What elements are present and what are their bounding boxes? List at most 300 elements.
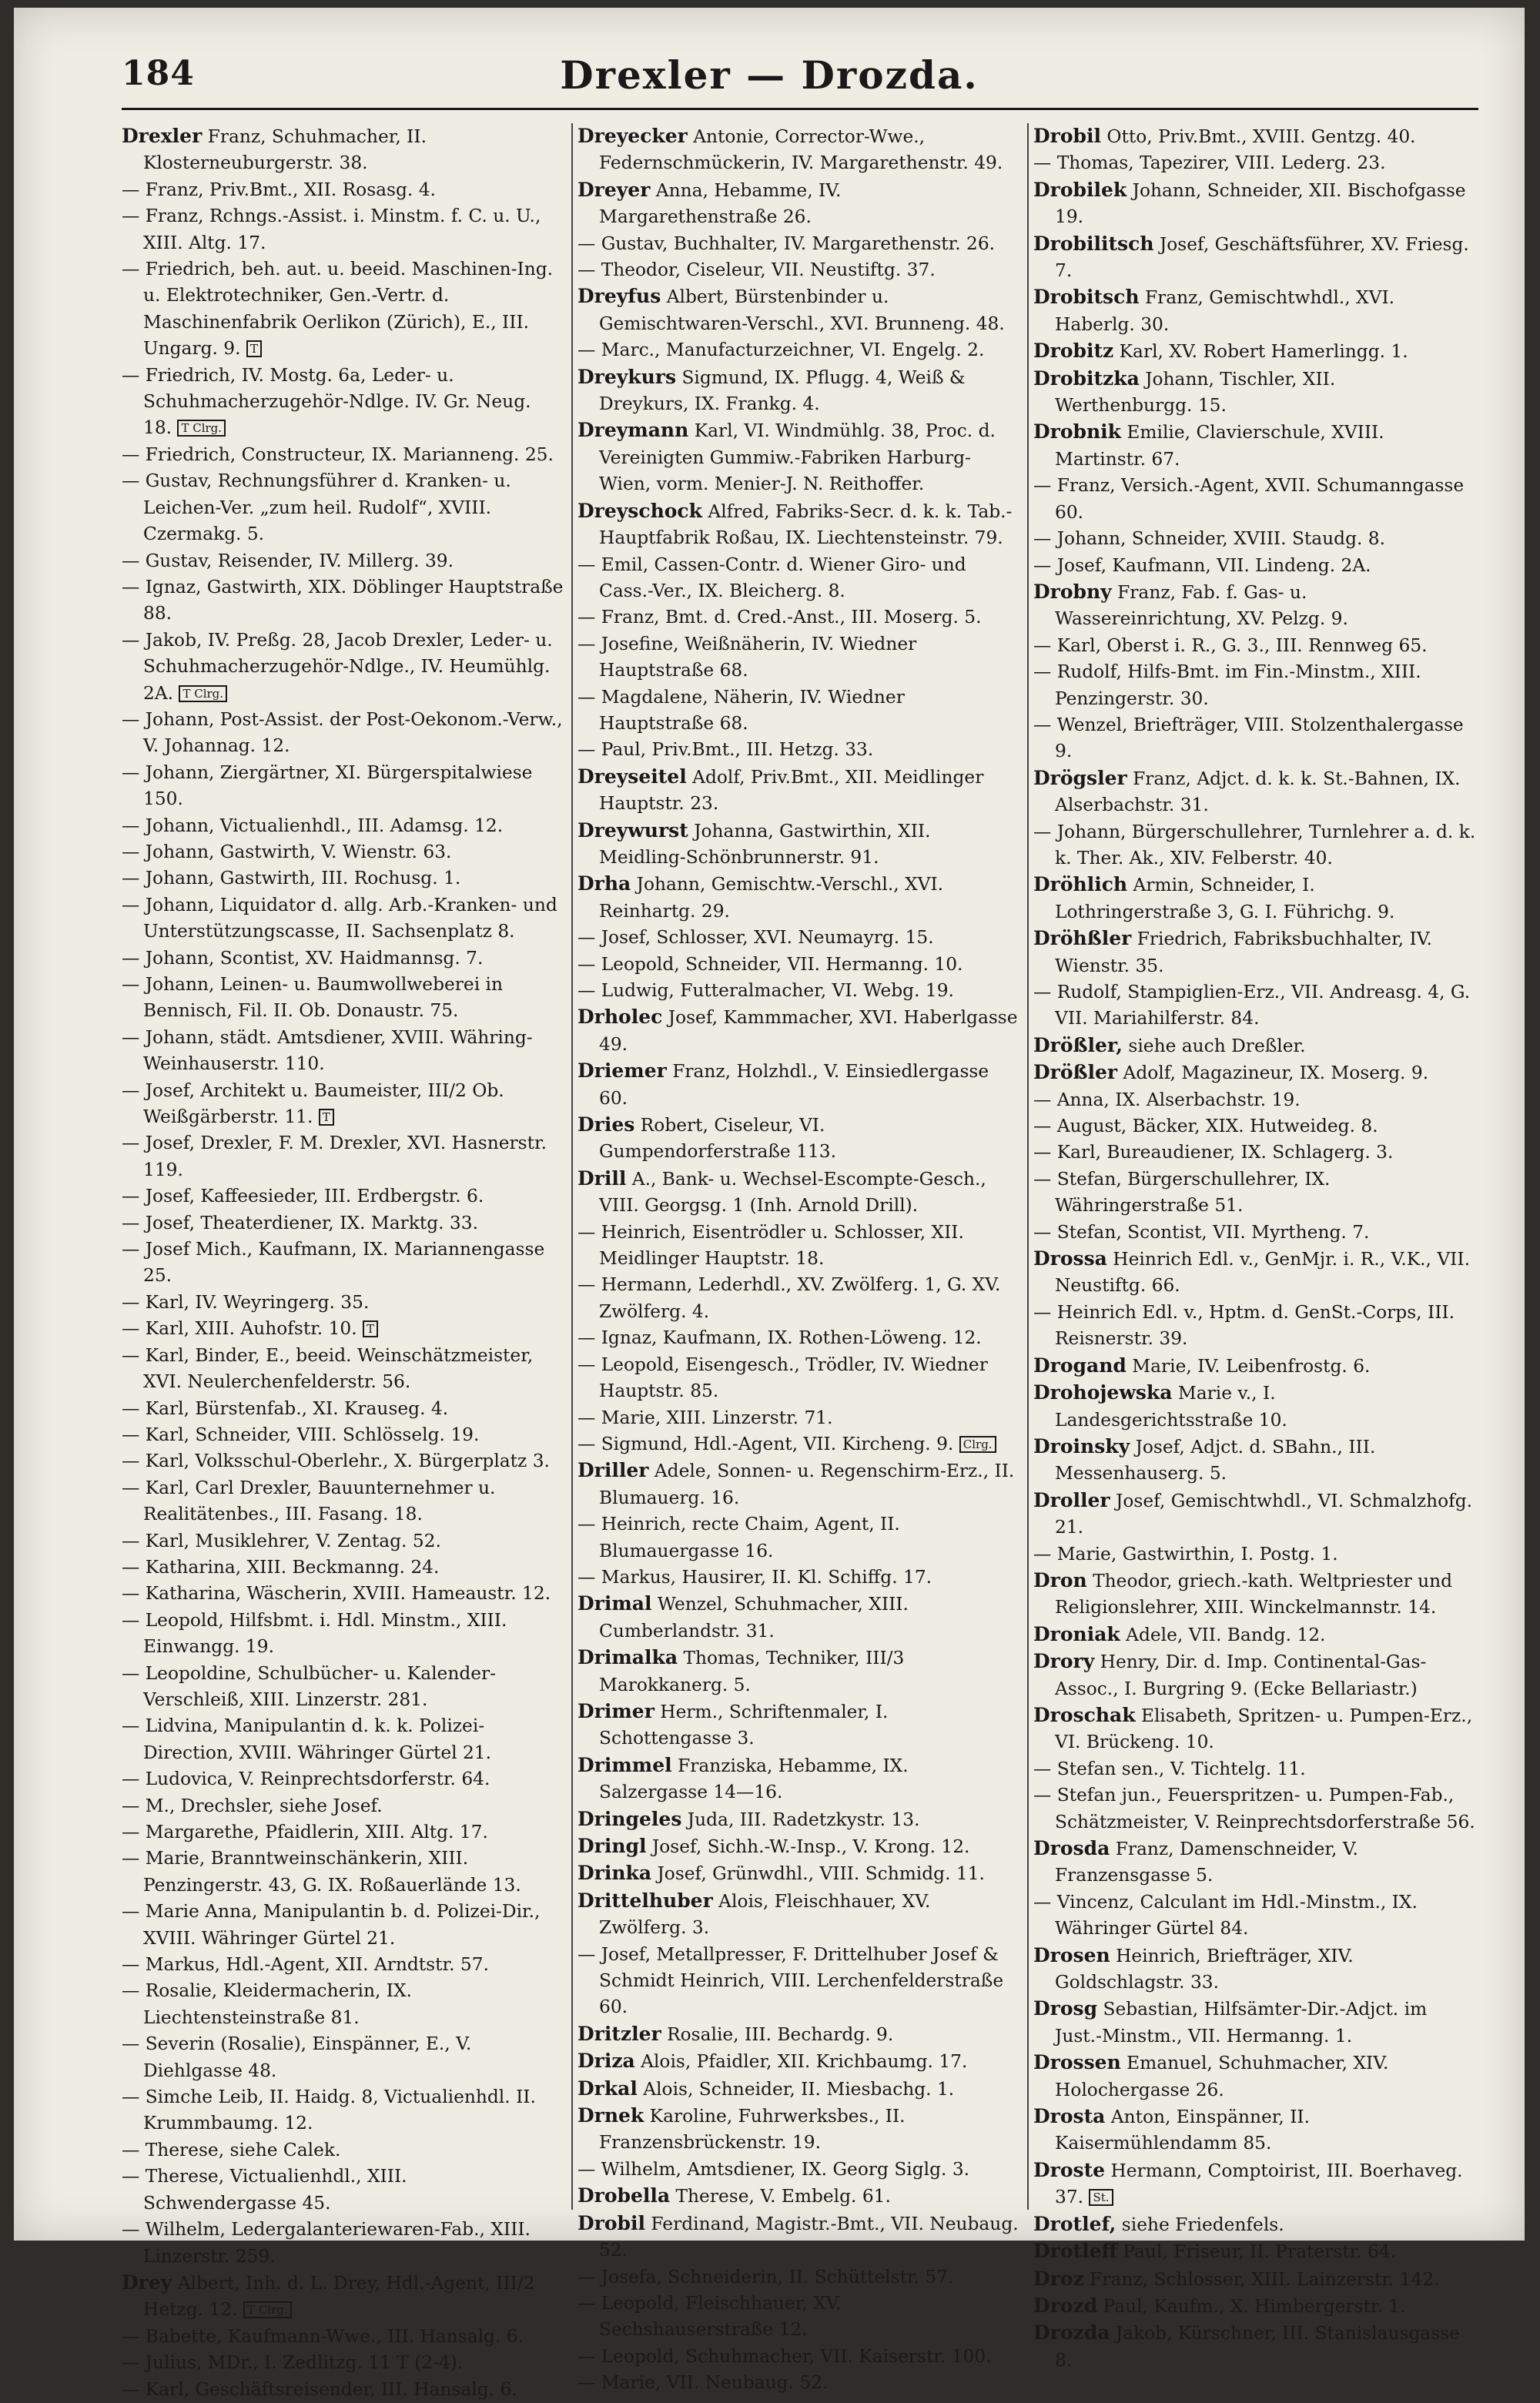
entry-details: — Marie, VII. Neubaug. 52. [578,2372,829,2394]
directory-entry [578,177,1020,231]
directory-entry [122,1766,564,1792]
entry-details: — Thomas, Tapezirer, VIII. Lederg. 23. [1033,152,1386,174]
entry-surname: Driza [578,2050,635,2073]
entry-details: — Josefine, Weißnäherin, IV. Wiedner Hauptstraße 68. [578,633,917,681]
entry-details: Johann, Tischler, XII. Werthenburgg. 15. [1055,368,1336,417]
entry-surname: Droller [1033,1488,1110,1511]
directory-entry [122,468,564,547]
directory-entry [122,945,564,972]
entry-details: — Karl, Oberst i. R., G. 3., III. Rennweg 65. [1033,634,1428,656]
entry-details: Josef, Sichh.-W.-Insp., V. Krong. 12. [651,1836,970,1857]
entry-tag: T [363,1320,378,1337]
entry-surname: Drobil [578,2211,646,2234]
entry-surname: Drogand [1033,1354,1127,1377]
directory-entry [1033,1889,1476,1943]
directory-entry [1033,150,1476,176]
entry-surname: Drosda [1033,1837,1110,1859]
entry-details: Adolf, Magazineur, IX. Moserg. 9. [1123,1063,1429,1084]
entry-details: Alfred, Fabriks-Secr. d. k. k. Tab.-Hauptfabrik Roßau, IX. Liechtensteinstr. 79. [599,500,1013,549]
directory-entry [122,2350,564,2376]
entry-details: — Rudolf, Stampiglien-Erz., VII. Andreasg. 4, G. VII. Mariahilferstr. 84. [1033,982,1471,1029]
entry-details: — Franz, Rchngs.-Assist. i. Minstm. f. C. u. U., XIII. Altg. 17. [122,206,541,253]
entry-details: — Marie, XIII. Linzerstr. 71. [578,1407,833,1428]
directory-entry [578,283,1020,337]
entry-details: — Ludwig, Futteralmacher, VI. Webg. 19. [578,980,954,1001]
entry-details: — Stefan, Bürgerschullehrer, IX. Währingerstraße 51. [1033,1168,1331,1217]
column-divider [571,123,573,2210]
entry-surname: Dringl [578,1835,647,1857]
directory-entry [122,123,564,177]
directory-entry [578,1833,1020,1860]
entry-surname: Drha [578,872,631,895]
column-divider [1027,123,1029,2210]
entry-details: Franz, Gemischtwhdl., XVI. Haberlg. 30. [1055,287,1395,335]
entry-details: Franz, Schuhmacher, II. Klosterneuburgerstr. 38. [143,126,427,174]
entry-surname: Drey [122,2271,172,2294]
entry-surname: Drobitzka [1033,366,1140,390]
entry-details: — Josefa, Schneiderin, II. Schüttelstr. 57. [578,2266,954,2288]
entry-details: — Johann, Post-Assist. der Post-Oekonom.-Verw., V. Johannag. 12. [122,708,563,757]
entry-details: — Karl, XIII. Auhofstr. 10. [122,1318,357,1340]
directory-entry [1033,1782,1476,1836]
directory-entry [578,2344,1020,2370]
entry-details: Paul, Friseur, II. Praterstr. 64. [1123,2241,1397,2263]
entry-surname: Drimal [578,1592,652,1615]
directory-entry [1033,1568,1476,1622]
directory-entry [122,2084,564,2137]
directory-entry [578,1220,1020,1273]
directory-entry [1033,819,1476,872]
entry-surname: Dries [578,1113,635,1136]
entry-surname: Drobella [578,2184,671,2207]
directory-entry [578,604,1020,631]
entry-details: Hermann, Comptoirist, III. Boerhaveg. 37. [1055,2160,1463,2208]
directory-entry [1033,2238,1476,2265]
directory-entry [1033,1246,1476,1300]
directory-entry [122,972,564,1025]
entry-details: Adele, VII. Bandg. 12. [1126,1624,1326,1645]
directory-entry [122,1422,564,1448]
entry-surname: Drimmel [578,1753,672,1776]
entry-tag: T [246,340,262,357]
entry-details: — Josef, Kaufmann, VII. Lindeng. 2A. [1033,554,1371,576]
entry-details: Heinrich Edl. v., GenMjr. i. R., V.K., VII. Neustiftg. 66. [1055,1249,1470,1297]
entry-details: — Josef, Theaterdiener, IX. Marktg. 33. [122,1212,478,1233]
directory-entry [122,2217,564,2270]
entry-surname: Drill [578,1166,627,1190]
directory-entry [122,1581,564,1607]
entry-details: — Jakob, IV. Preßg. 28, Jacob Drexler, Leder- u. Schuhmacherzugehör-Ndlge., IV. Heumühlg. 2A. [122,629,553,704]
directory-entry [1033,1300,1476,1353]
entry-surname: Droinsky [1033,1434,1130,1458]
directory-entry [122,1183,564,1210]
directory-entry [578,818,1020,872]
column-left [122,123,564,2400]
entry-details: Franz, Damenschneider, V. Franzensgasse 5. [1055,1839,1358,1886]
directory-entry [578,498,1020,552]
directory-entry [1033,2293,1476,2320]
entry-details: — Franz, Versich.-Agent, XVII. Schumanngasse 60. [1033,475,1465,523]
directory-entry [1033,553,1476,579]
directory-entry [122,1210,564,1237]
directory-entry [578,978,1020,1004]
entry-details: — Friedrich, Constructeur, IX. Marianneng. 25. [122,443,554,465]
entry-details: — Vincenz, Calculant im Hdl.-Minstm., IX. Währinger Gürtel 84. [1033,1891,1418,1939]
entry-details: — Johann, Scontist, XV. Haidmannsg. 7. [122,947,484,969]
entry-surname: Drittelhuber [578,1889,713,1912]
directory-entry [122,1793,564,1819]
entry-details: Karl, VI. Windmühlg. 38, Proc. d. Vereinigten Gummiw.-Fabriken Harburg-Wien, vorm. Menier-J. N. Reithoffer. [599,420,996,495]
entry-surname: Drory [1033,1650,1095,1673]
directory-entry [578,417,1020,497]
entry-details: A., Bank- u. Wechsel-Escompte-Gesch., VIII. Georgsg. 1 (Inh. Arnold Drill). [599,1168,986,1217]
directory-entry [1033,1220,1476,1246]
entry-details: Josef, Gemischtwhdl., VI. Schmalzhofg. 21. [1055,1490,1473,1538]
entry-details: — Julius, MDr., I. Zedlitzg. 11 T (2-4). [122,2352,464,2374]
entry-details: — Heinrich, Eisentrödler u. Schlosser, XII. Meidlinger Hauptstr. 18. [578,1221,964,1270]
directory-entry [1033,1353,1476,1380]
entry-details: Franz, Adjct. d. k. k. St.-Bahnen, IX. Alserbachstr. 31. [1055,768,1461,816]
entry-surname: Drögsler [1033,766,1127,789]
entry-details: — Josef, Schlosser, XVI. Neumayrg. 15. [578,927,934,949]
directory-entry [578,2370,1020,2396]
entry-details: — Leopold, Fleischhauer, XV. Sechshauserstraße 12. [578,2292,842,2341]
entry-details: — Rudolf, Hilfs-Bmt. im Fin.-Minstm., XIII. Penzingerstr. 30. [1033,661,1421,709]
entry-details: — Franz, Bmt. d. Cred.-Anst., III. Moserg. 5. [578,607,982,628]
directory-entry [122,1846,564,1899]
directory-entry [578,737,1020,763]
entry-details: — Johann, Gastwirth, III. Rochusg. 1. [122,868,461,889]
directory-entry [122,548,564,574]
directory-entry [578,952,1020,978]
directory-entry [578,2103,1020,2157]
entry-tag: T Clrg. [177,420,226,437]
directory-entry [1033,979,1476,1032]
entry-details: Wenzel, Schuhmacher, XIII. Cumberlandstr. 31. [599,1594,909,1642]
directory-entry [1033,1756,1476,1782]
entry-details: Jakob, Kürschner, III. Stanislausgasse 8. [1055,2323,1460,2371]
directory-entry [1033,177,1476,231]
entry-surname: Droz [1033,2267,1084,2290]
entry-tag: St. [1089,2189,1113,2206]
entry-details: siehe auch Dreßler. [1128,1035,1306,1056]
directory-entry [578,1591,1020,1645]
entry-surname: Drimalka [578,1646,678,1669]
column-middle [578,123,1020,2394]
entry-tag: T [319,1109,334,1126]
directory-entry [578,2211,1020,2264]
entry-surname: Droschak [1033,1703,1136,1726]
entry-details: Albert, Inh. d. L. Drey, Hdl.-Agent, III/2 Hetzg. 12. [143,2272,535,2321]
directory-entry [578,1698,1020,1752]
directory-entry [122,2137,564,2164]
entry-surname: Drholec [578,1006,663,1029]
entry-columns [122,123,1478,2400]
entry-details: Franz, Fab. f. Gas- u. Wassereinrichtung, XV. Pelzg. 9. [1055,581,1348,630]
directory-entry [1033,2211,1476,2238]
directory-entry [122,839,564,865]
directory-entry [578,552,1020,605]
directory-entry [578,337,1020,363]
entry-details: — Lidvina, Manipulantin d. k. k. Polizei-Direction, XVIII. Währinger Gürtel 21. [122,1715,492,1763]
entry-surname: Driemer [578,1059,667,1083]
directory-entry [1033,1648,1476,1702]
entry-surname: Drobny [1033,580,1112,603]
entry-details: — Markus, Hdl.-Agent, XII. Arndtstr. 57. [122,1954,489,1976]
entry-surname: Dröhßler [1033,927,1132,950]
entry-details: — Johann, Victualienhdl., III. Adamsg. 12. [122,815,504,836]
entry-details: Johann, Schneider, XII. Bischofgasse 19. [1055,179,1466,228]
directory-entry [122,813,564,839]
entry-details: — Leopoldine, Schulbücher- u. Kalender-Verschleiß, XIII. Linzerstr. 281. [122,1662,497,1710]
directory-entry [122,1899,564,1952]
entry-surname: Drosta [1033,2105,1106,2128]
entry-surname: Drkal [578,2077,638,2100]
directory-entry [1033,1836,1476,1889]
directory-entry [578,2048,1020,2075]
directory-entry [1033,1059,1476,1086]
entry-details: Josef, Kammmacher, XVI. Haberlgasse 49. [599,1007,1018,1055]
directory-entry [578,231,1020,257]
entry-surname: Drohojewska [1033,1381,1173,1404]
directory-entry [1033,1943,1476,1996]
directory-entry [122,707,564,760]
directory-entry [1033,473,1476,526]
directory-entry [122,2377,564,2403]
entry-details: — Rosalie, Kleidermacherin, IX. Liechtensteinstraße 81. [122,1980,412,2028]
entry-details: — Ignaz, Kaufmann, IX. Rothen-Löweng. 12. [578,1327,982,1349]
entry-surname: Drobilek [1033,178,1127,201]
entry-surname: Drobil [1033,125,1102,147]
entry-surname: Drexler [122,125,203,147]
directory-entry [122,1555,564,1581]
directory-entry [1033,2320,1476,2374]
directory-entry [1033,1113,1476,1140]
entry-details: — Friedrich, beh. aut. u. beeid. Maschinen-Ing. u. Elektrotechniker, Gen.-Vertr. d. Maschinenfabrik Oerlikon (Zürich), E., III. Ungarg. 9. [122,259,554,360]
entry-details: — Severin (Rosalie), Einspänner, E., V. Diehlgasse 48. [122,2033,472,2081]
entry-surname: Drobnik [1033,420,1122,443]
entry-details: — Karl, IV. Weyringerg. 35. [122,1291,370,1313]
directory-entry [1033,231,1476,285]
entry-details: — Johann, Gastwirth, V. Wienstr. 63. [122,841,452,862]
directory-entry [1033,1032,1476,1059]
directory-page [14,8,1525,2400]
entry-details: Antonie, Corrector-Wwe., Federnschmückerin, IV. Margarethenstr. 49. [599,126,1003,174]
entry-surname: Drotlef, [1033,2212,1116,2235]
entry-tag: Clrg. [959,1436,996,1453]
entry-surname: Drosg [1033,1997,1098,2020]
entry-details: Emilie, Clavierschule, XVIII. Martinstr. 67. [1055,422,1384,470]
entry-details: Josef, Adjct. d. SBahn., III. Messenhauserg. 5. [1055,1436,1376,1484]
directory-entry [122,1237,564,1290]
entry-details: Josef, Geschäftsführer, XV. Friesg. 7. [1055,233,1469,282]
entry-surname: Dreyer [578,178,651,201]
directory-entry [1033,338,1476,365]
entry-details: — Heinrich, recte Chaim, Agent, II. Blumauergasse 16. [578,1514,900,1561]
entry-details: — Anna, IX. Alserbachstr. 19. [1033,1089,1301,1110]
entry-surname: Dreyseitel [578,765,687,788]
entry-details: — Emil, Cassen-Contr. d. Wiener Giro- und Cass.-Ver., IX. Bleicherg. 8. [578,554,966,601]
entry-surname: Dringeles [578,1807,682,1830]
entry-details: Adele, Sonnen- u. Regenschirm-Erz., II. Blumauerg. 16. [599,1461,1015,1508]
directory-entry [578,631,1020,684]
entry-details: Alois, Schneider, II. Miesbachg. 1. [643,2078,955,2100]
entry-details: Josef, Grünwdhl., VIII. Schmidg. 11. [657,1863,985,1885]
entry-details: Alois, Pfaidler, XII. Krichbaumg. 17. [641,2051,968,2073]
entry-details: Rosalie, III. Bechardg. 9. [667,2023,894,2045]
entry-details: — Stefan sen., V. Tichtelg. 11. [1033,1758,1306,1779]
entry-details: Elisabeth, Spritzen- u. Pumpen-Erz., VI. Brückeng. 10. [1055,1705,1473,1753]
directory-entry [1033,2157,1476,2211]
directory-entry [122,1130,564,1183]
directory-entry [122,628,564,707]
directory-entry [578,1405,1020,1431]
entry-details: Sebastian, Hilfsämter-Dir.-Adjct. im Just.-Minstm., VII. Hermanng. 1. [1055,1999,1428,2047]
column-right [1033,123,1476,2371]
directory-entry [578,364,1020,418]
directory-entry [1033,1622,1476,1648]
directory-entry [578,2291,1020,2344]
directory-entry [122,1475,564,1528]
directory-entry [578,1352,1020,1405]
entry-surname: Dröhlich [1033,873,1128,896]
entry-details: Karl, XV. Robert Hamerlingg. 1. [1119,341,1408,363]
entry-surname: Drößler, [1033,1033,1123,1056]
entry-details: — Josef, Kaffeesieder, III. Erdbergstr. 6. [122,1186,484,1207]
entry-details: — Gustav, Rechnungsführer d. Kranken- u. Leichen-Ver. „zum heil. Rudolf“, XVIII. Czermakg. 5. [122,470,511,545]
page-number: 184 [122,54,195,93]
entry-details: Ferdinand, Magistr.-Bmt., VII. Neubaug. 52. [599,2213,1019,2261]
entry-details: — Simche Leib, II. Haidg. 8, Victualienhdl. II. Krummbaumg. 12. [122,2087,536,2134]
directory-entry [1033,1996,1476,2050]
entry-details: Sigmund, IX. Pflugg. 4, Weiß & Dreykurs, IX. Frankg. 4. [599,366,966,415]
entry-details: — M., Drechsler, siehe Josef. [122,1795,383,1816]
entry-details: — Karl, Schneider, VIII. Schlösselg. 19. [122,1424,480,1445]
entry-details: — Marie Anna, Manipulantin b. d. Polizei-Dir., XVIII. Währinger Gürtel 21. [122,1901,541,1949]
entry-details: — Ignaz, Gastwirth, XIX. Döblinger Hauptstraße 88. [122,576,564,624]
entry-details: — Karl, Bürstenfab., XI. Krauseg. 4. [122,1397,449,1419]
entry-details: Johanna, Gastwirthin, XII. Meidling-Schönbrunnerstr. 91. [599,820,931,868]
directory-entry [1033,1166,1476,1220]
entry-details: — Karl, Bureaudiener, IX. Schlagerg. 3. [1033,1142,1394,1163]
directory-entry [122,1396,564,1422]
directory-entry [122,256,564,363]
entry-surname: Drnek [578,2104,644,2127]
directory-entry [578,684,1020,738]
entry-surname: Drosen [1033,1943,1110,1966]
directory-entry [578,1272,1020,1325]
directory-entry [578,1752,1020,1806]
entry-surname: Drotleff [1033,2240,1117,2263]
entry-surname: Drinka [578,1862,652,1885]
directory-entry [122,892,564,945]
entry-surname: Dron [1033,1568,1087,1591]
entry-details: Otto, Priv.Bmt., XVIII. Gentzg. 40. [1106,126,1416,147]
entry-details: — Babette, Kaufmann-Wwe., III. Hansalg. 6. [122,2325,524,2347]
entry-details: Franz, Schlosser, XIII. Lainzerstr. 142. [1090,2268,1440,2290]
entry-details: Anton, Einspänner, II. Kaisermühlendamm 85. [1055,2107,1311,2154]
entry-details: Therese, V. Embelg. 61. [675,2186,891,2207]
directory-entry [1033,1380,1476,1434]
directory-entry [578,2157,1020,2183]
entry-details: — Sigmund, Hdl.-Agent, VII. Kircheng. 9. [578,1433,954,1454]
entry-details: — Karl, Volksschul-Oberlehr., X. Bürgerplatz 3. [122,1451,550,1472]
entry-details: — Wilhelm, Amtsdiener, IX. Georg Siglg. 3. [578,2158,970,2180]
entry-details: — Marie, Branntweinschänkerin, XIII. Penzingerstr. 43, G. IX. Roßauerlände 13. [122,1848,521,1896]
entry-details: — Therese, Victualienhdl., XIII. Schwendergasse 45. [122,2166,407,2214]
directory-entry [122,760,564,813]
directory-entry [578,2264,1020,2291]
entry-surname: Dreywurst [578,818,688,842]
entry-surname: Dreyecker [578,125,688,147]
entry-surname: Drossa [1033,1247,1107,1270]
directory-entry [1033,712,1476,765]
directory-entry [122,1608,564,1661]
entry-details: Armin, Schneider, I. Lothringerstraße 3, G. I. Führichg. 9. [1055,875,1395,922]
entry-details: Johann, Gemischtw.-Verschl., XVI. Reinhartg. 29. [599,874,944,922]
entry-details: Paul, Kaufm., X. Himbergerstr. 1. [1103,2295,1406,2317]
directory-entry [1033,659,1476,712]
entry-details: — Katharina, XIII. Beckmanng. 24. [122,1556,440,1578]
entry-details: — Franz, Priv.Bmt., XII. Rosasg. 4. [122,179,436,200]
entry-details: — Johann, Liquidator d. allg. Arb.-Kranken- und Unterstützungscasse, II. Sachsenplatz 8. [122,894,557,942]
directory-entry [1033,925,1476,979]
entry-details: — Leopold, Schuhmacher, VII. Kaiserstr. 100. [578,2345,992,2367]
entry-details: — Josef Mich., Kaufmann, IX. Mariannengasse 25. [122,1239,545,1287]
directory-entry [122,865,564,892]
entry-details: — Johann, Schneider, XVIII. Staudg. 8. [1033,528,1386,550]
directory-entry [122,442,564,468]
entry-details: Emanuel, Schuhmacher, XIV. Holochergasse 26. [1055,2053,1389,2100]
directory-entry [122,1078,564,1131]
directory-entry [1033,2266,1476,2293]
entry-details: — Karl, Carl Drexler, Bauunternehmer u. Realitätenbes., III. Fasang. 18. [122,1477,496,1525]
entry-surname: Drozda [1033,2321,1110,2344]
directory-entry [578,1860,1020,1887]
entry-details: siehe Friedenfels. [1121,2214,1284,2235]
entry-surname: Droste [1033,2158,1106,2181]
directory-entry [122,1343,564,1396]
entry-details: — Leopold, Schneider, VII. Hermanng. 10. [578,953,963,975]
directory-entry [578,1806,1020,1833]
entry-details: Anna, Hebamme, IV. Margarethenstraße 26. [599,179,842,228]
directory-entry [122,1448,564,1474]
entry-details: — Ludovica, V. Reinprechtsdorferstr. 64. [122,1769,490,1790]
entry-details: — Josef, Architekt u. Baumeister, III/2 Ob. Weißgärberstr. 11. [122,1079,504,1128]
entry-details: — Josef, Drexler, F. M. Drexler, XVI. Hasnerstr. 119. [122,1133,547,1180]
directory-entry [578,1942,1020,2021]
entry-details: — Johann, städt. Amtsdiener, XVIII. Währing-Weinhauserstr. 110. [122,1026,533,1075]
directory-entry [578,257,1020,283]
entry-details: Heinrich, Briefträger, XIV. Goldschlagstr. 33. [1055,1945,1354,1993]
entry-details: Marie, IV. Leibenfrostg. 6. [1132,1355,1371,1377]
directory-entry [122,2031,564,2084]
entry-details: Franz, Holzhdl., V. Einsiedlergasse 60. [599,1061,989,1109]
directory-entry [1033,526,1476,552]
directory-entry [578,1888,1020,1942]
directory-entry [1033,419,1476,473]
directory-entry [1033,366,1476,420]
entry-surname: Dreykurs [578,365,677,388]
entry-details: Albert, Bürstenbinder u. Gemischtwaren-Verschl., XVI. Brunneng. 48. [599,286,1005,334]
directory-entry [578,2021,1020,2048]
directory-entry [122,177,564,203]
directory-entry [1033,579,1476,633]
entry-surname: Drobitsch [1033,286,1140,309]
entry-details: — Johann, Ziergärtner, XI. Bürgerspitalwiese 150. [122,761,533,810]
directory-entry [578,2183,1020,2210]
entry-surname: Dreyfus [578,285,661,308]
